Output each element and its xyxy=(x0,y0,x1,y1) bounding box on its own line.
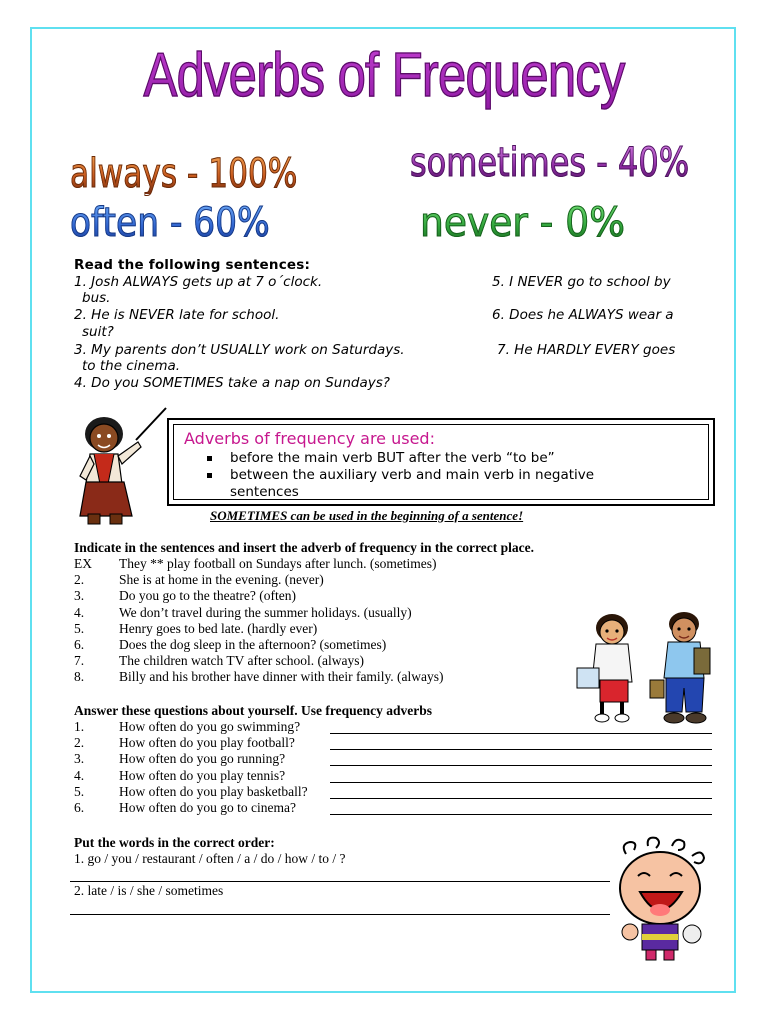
exercise1-item-text: She is at home in the evening. (never) xyxy=(119,572,324,588)
reading-line-7: 7. He HARDLY EVERY goes xyxy=(497,342,676,358)
exercise2-item-number: 1. xyxy=(74,719,85,734)
exercise2-item-number: 3. xyxy=(74,751,85,767)
exercise3-item-2: 2. late / is / she / sometimes xyxy=(74,883,224,898)
exercise2-item-text: How often do you play basketball? xyxy=(119,783,308,799)
exercise1-item-number: 3. xyxy=(74,588,85,604)
reading-line-4: 4. Do you SOMETIMES take a nap on Sundays? xyxy=(74,375,390,391)
bullet-icon xyxy=(207,456,212,461)
never-label: never - 0% xyxy=(420,200,625,246)
reading-line-1: 1. Josh ALWAYS gets up at 7 o´clock. xyxy=(74,274,323,290)
reading-line-3b: to the cinema. xyxy=(82,358,181,374)
exercise1-item-number: 2. xyxy=(74,572,85,588)
answer-line[interactable] xyxy=(330,814,712,815)
exercise3-item-1: 1. go / you / restaurant / often / a / do / how / to / ? xyxy=(74,851,346,866)
reading-heading: Read the following sentences: xyxy=(74,257,311,273)
exercise1-item-number: 5. xyxy=(74,620,85,636)
exercise1-item-number: EX xyxy=(74,556,92,571)
exercise1-item-text: They ** play football on Sundays after lunch. (sometimes) xyxy=(119,556,437,571)
answer-line[interactable] xyxy=(330,749,712,750)
rule-item-2: between the auxiliary verb and main verb in negative xyxy=(230,467,595,483)
sometimes-label: sometimes - 40% xyxy=(410,140,690,186)
page-title: Adverbs of Frequency xyxy=(69,40,699,111)
reading-line-5: 5. I NEVER go to school by xyxy=(492,274,671,290)
exercise2-item-text: How often do you go swimming? xyxy=(119,719,301,734)
answer-line[interactable] xyxy=(330,798,712,799)
exercise1-item-number: 7. xyxy=(74,653,85,669)
exercise2-item-text: How often do you go running? xyxy=(119,751,286,767)
answer-line[interactable] xyxy=(330,782,712,783)
reading-line-2: 2. He is NEVER late for school. xyxy=(74,307,280,323)
exercise1-item-text: Billy and his brother have dinner with their family. (always) xyxy=(119,669,444,685)
exercise2-item-text: How often do you go to cinema? xyxy=(119,800,296,815)
exercise2-item-number: 4. xyxy=(74,767,85,783)
rule-item-2b: sentences xyxy=(230,484,299,500)
answer-line[interactable] xyxy=(70,914,610,915)
exercise2-item-text: How often do you play tennis? xyxy=(119,767,286,783)
exercise1-item-number: 6. xyxy=(74,637,85,652)
rules-box xyxy=(167,418,715,506)
often-label: often - 60% xyxy=(70,200,270,246)
exercise1-item-number: 4. xyxy=(74,604,85,620)
answer-line[interactable] xyxy=(330,733,712,734)
reading-line-2b: suit? xyxy=(82,324,114,340)
exercise1-item-text: Henry goes to bed late. (hardly ever) xyxy=(119,620,318,636)
exercise1-item-number: 8. xyxy=(74,669,85,685)
exercise1-item-text: We don’t travel during the summer holidays. (usually) xyxy=(119,604,412,620)
exercise1-item-text: The children watch TV after school. (always) xyxy=(119,653,365,669)
exercise1-item-text: Do you go to the theatre? (often) xyxy=(119,588,296,604)
exercise2-item-number: 5. xyxy=(74,783,85,799)
bullet-icon xyxy=(207,473,212,478)
reading-line-6: 6. Does he ALWAYS wear a xyxy=(492,307,674,323)
rules-note: SOMETIMES can be used in the beginning of a sentence! xyxy=(210,508,524,523)
always-label: always - 100% xyxy=(70,151,298,197)
exercise2-heading: Answer these questions about yourself. Use frequency adverbs xyxy=(74,703,433,718)
laughing-kid-illustration xyxy=(606,836,718,964)
answer-line[interactable] xyxy=(70,881,610,882)
teacher-illustration xyxy=(74,404,170,530)
exercise3-heading: Put the words in the correct order: xyxy=(74,835,275,850)
exercise2-item-number: 2. xyxy=(74,735,85,751)
exercise1-item-text: Does the dog sleep in the afternoon? (sometimes) xyxy=(119,637,387,652)
rule-item-1: before the main verb BUT after the verb “to be” xyxy=(230,450,555,466)
children-illustration xyxy=(572,604,718,728)
answer-line[interactable] xyxy=(330,765,712,766)
rules-title: Adverbs of frequency are used: xyxy=(184,429,435,448)
reading-line-3: 3. My parents don’t USUALLY work on Saturdays. xyxy=(74,342,405,358)
exercise2-item-text: How often do you play football? xyxy=(119,735,295,751)
exercise2-item-number: 6. xyxy=(74,800,85,815)
exercise1-heading: Indicate in the sentences and insert the adverb of frequency in the correct place. xyxy=(74,540,534,555)
rules-box-inner xyxy=(173,424,709,500)
reading-line-1b: bus. xyxy=(82,290,111,306)
